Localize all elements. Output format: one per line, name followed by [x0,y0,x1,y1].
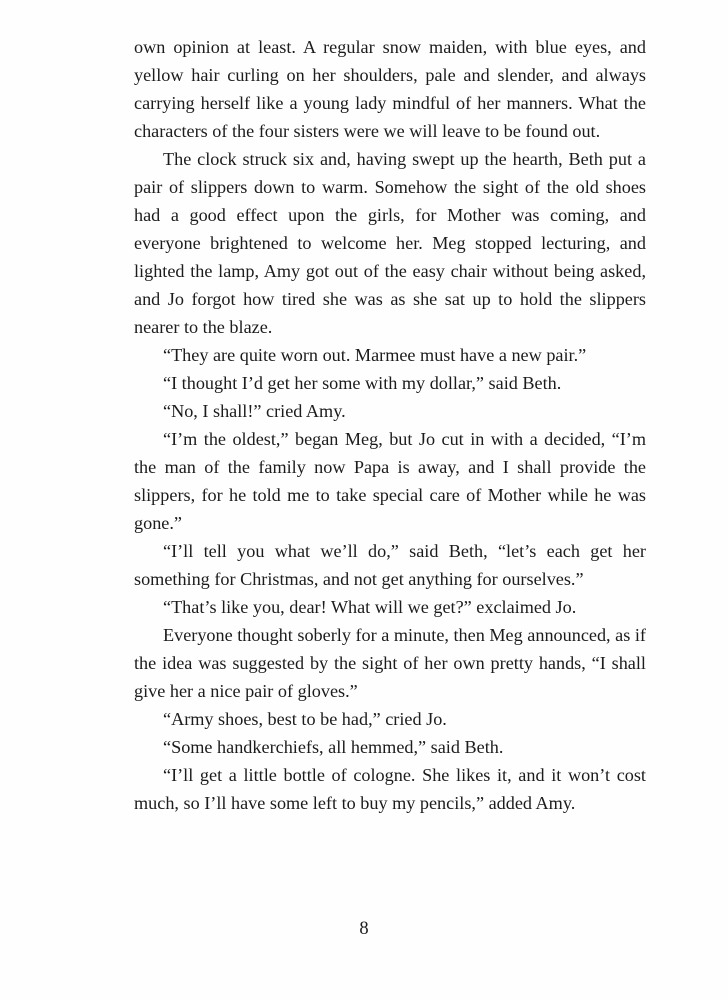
body-text [134,33,646,817]
paragraph-beth-handkerchiefs: “Some handkerchiefs, all hemmed,” said Beth. [163,737,504,757]
page-number: 8 [359,919,369,939]
paragraph-amy-cologne: “I’ll get a little bottle of cologne. She likes it, and it won’t cost much, so I’ll have some left to buy my pencils,” added Amy. [134,765,646,813]
paragraph-continuation: own opinion at least. A regular snow maiden, with blue eyes, and yellow hair curling on her shoulders, pale and slender, and always carrying herself like a young lady mindful of her manners. What the characters of the four sisters were we will leave to be found out. [134,37,646,141]
paragraph-beth-christmas: “I’ll tell you what we’ll do,” said Beth, “let’s each get her something for Christmas, and not get anything for ourselves.” [134,541,646,589]
paragraph-worn-out: “They are quite worn out. Marmee must have a new pair.” [163,345,587,365]
paragraph-beth-dollar: “I thought I’d get her some with my dollar,” said Beth. [163,373,562,393]
paragraph-meg-oldest: “I’m the oldest,” began Meg, but Jo cut in with a decided, “I’m the man of the family now Papa is away, and I shall provide the slippers, for he told me to take special care of Mother while he was gone.” [134,429,646,533]
paragraph-jo-shoes: “Army shoes, best to be had,” cried Jo. [163,709,447,729]
paragraph-amy-shall: “No, I shall!” cried Amy. [163,401,346,421]
paragraph-jo-exclaim: “That’s like you, dear! What will we get?” exclaimed Jo. [163,597,577,617]
paragraph-meg-gloves: Everyone thought soberly for a minute, then Meg announced, as if the idea was suggested by the sight of her own pretty hands, “I shall give her a nice pair of gloves.” [134,625,646,701]
paragraph-clock: The clock struck six and, having swept up the hearth, Beth put a pair of slippers down to warm. Somehow the sight of the old shoes had a good effect upon the girls, for Mother was coming, and everyone brightened to welcome her. Meg stopped lecturing, and lighted the lamp, Amy got out of the easy chair without being asked, and Jo forgot how tired she was as she sat up to hold the slippers nearer to the blaze. [134,149,646,337]
